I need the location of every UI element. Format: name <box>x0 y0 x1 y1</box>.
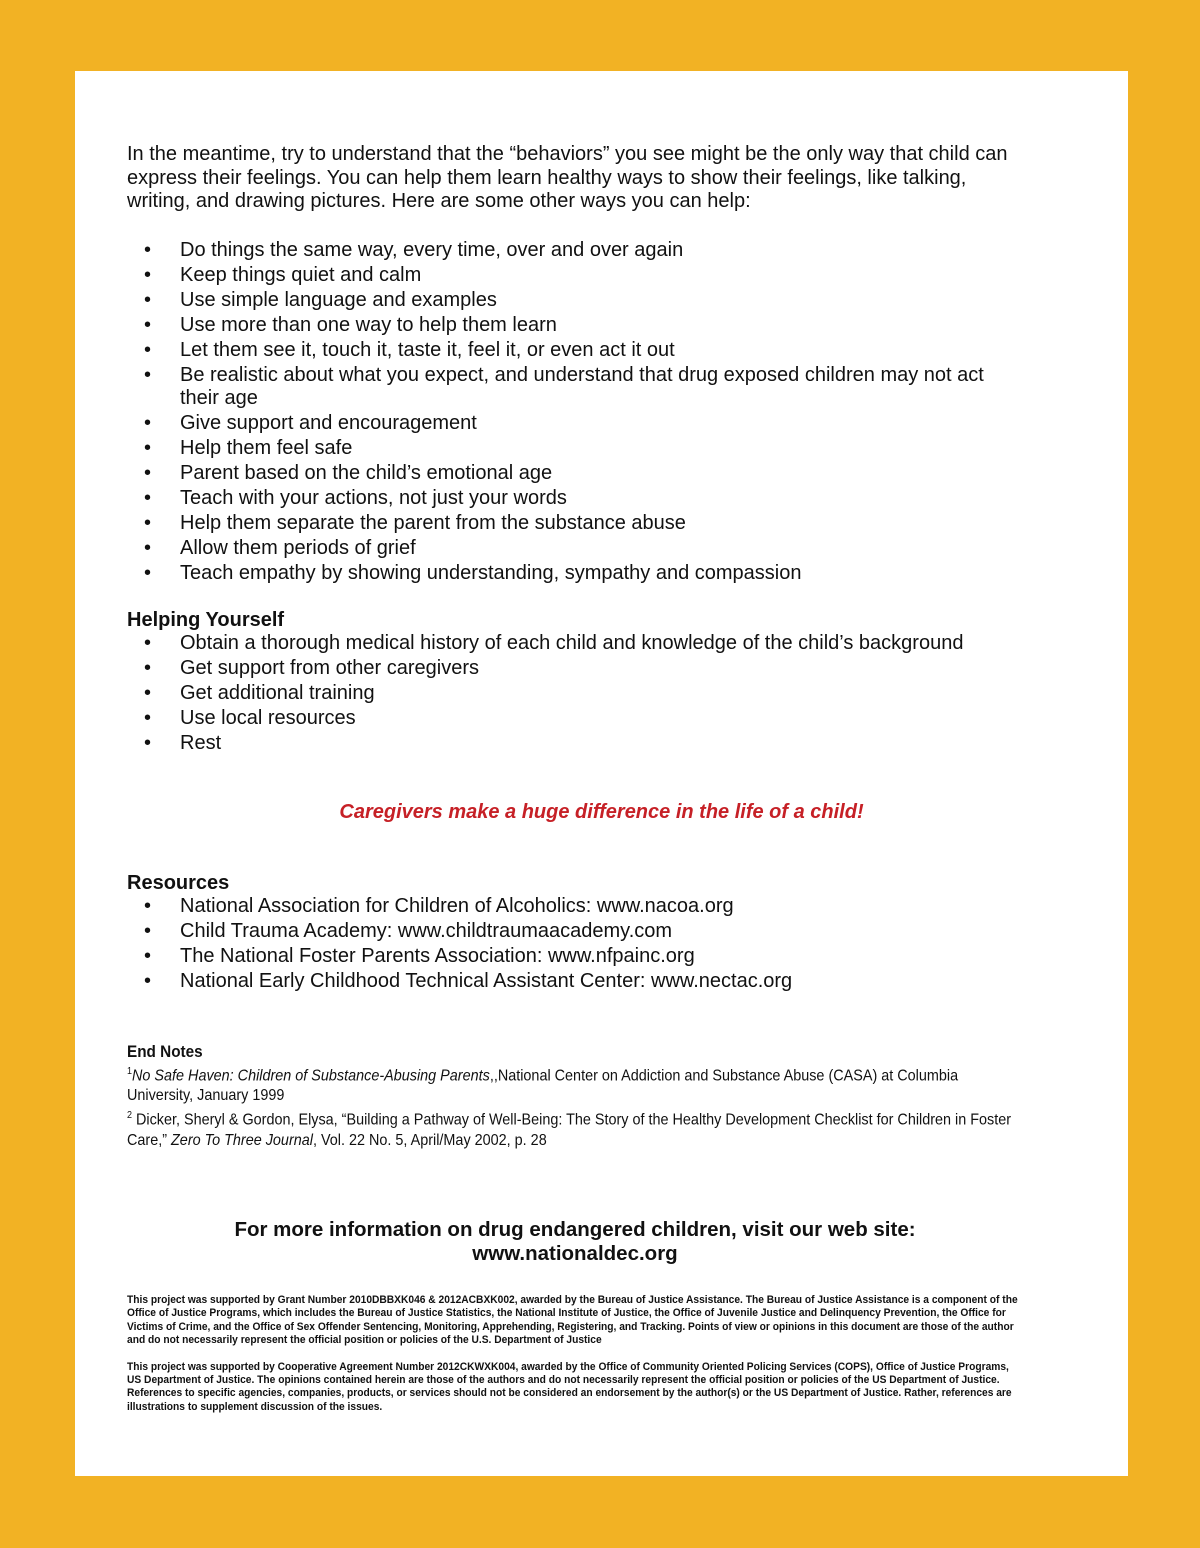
end-note-1: $^1$No Safe Haven: Children of Substance-Abusing Parents,,National Center on Addiction and Substance Abuse (CASA) at Columbia University, January 1999 <box>127 1066 959 1105</box>
website-link[interactable]: www.nationaldec.org <box>472 1242 678 1265</box>
document-page <box>75 71 1128 1476</box>
list-item: • Use more than one way to help them learn <box>127 314 1027 338</box>
list-item: • National Early Childhood Technical Assistant Center: www.nectac.org <box>127 970 1027 994</box>
list-item: • Teach with your actions, not just your words <box>127 487 1027 511</box>
helping-yourself-section <box>127 608 1027 757</box>
end-notes-heading: End Notes <box>127 1042 203 1061</box>
list-item: • Rest <box>127 732 1027 756</box>
list-item: • Allow them periods of grief <box>127 537 1027 561</box>
list-item: • Use local resources <box>127 707 1027 731</box>
intro-paragraph: In the meantime, try to understand that the “behaviors” you see might be the only way that child can express their feelings. You can help them learn healthy ways to show their feelings, like talking, writing, and drawing pictures. Here are some other ways you can help: <box>127 143 1008 212</box>
intro-section <box>127 143 1027 587</box>
resources-section <box>127 871 1027 995</box>
list-item: • Obtain a thorough medical history of each child and knowledge of the child’s background <box>127 632 1027 656</box>
help-list <box>127 239 1027 586</box>
list-item: • Help them separate the parent from the substance abuse <box>127 512 1027 536</box>
more-info <box>75 1218 1075 1266</box>
list-item: • Do things the same way, every time, over and over again <box>127 239 1027 263</box>
list-item: • Keep things quiet and calm <box>127 264 1027 288</box>
list-item: • Give support and encouragement <box>127 412 1027 436</box>
end-notes <box>127 1042 1027 1151</box>
helping-yourself-list <box>127 632 1027 756</box>
end-note-2: $^2$ Dicker, Sheryl & Gordon, Elysa, “Building a Pathway of Well-Being: The Story of the Healthy Development Checklist for Children in Foster Care,” Zero To Three Journal, Vol. 22 No. 5, April/May 2002, p. 28 <box>127 1110 1012 1149</box>
list-item: • Help them feel safe <box>127 437 1027 461</box>
disclaimer-paragraph-2: This project was supported by Cooperative Agreement Number 2012CKWXK004, awarded by the Office of Community Oriented Policing Services (COPS), Office of Justice Programs, US Department of Justice. The opinions contained herein are those of the authors and do not necessarily represent the official position or policies of the US Department of Justice. References to specific agencies, companies, products, or services should not be considered an endorsement by the author(s) or the US Department of Justice. Rather, references are illustrations to supplement discussion of the issues. <box>127 1360 1012 1413</box>
list-item: • Teach empathy by showing understanding, sympathy and compassion <box>127 562 1027 586</box>
list-item: • The National Foster Parents Association: www.nfpainc.org <box>127 945 1027 969</box>
callout-text: Caregivers make a huge difference in the life of a child! <box>339 801 864 823</box>
list-item: • National Association for Children of Alcoholics: www.nacoa.org <box>127 895 1027 919</box>
resources-list <box>127 895 1027 994</box>
list-item: • Use simple language and examples <box>127 289 1027 313</box>
funding-disclaimer <box>127 1294 1020 1414</box>
list-item: • Child Trauma Academy: www.childtraumaacademy.com <box>127 920 1027 944</box>
more-info-text: For more information on drug endangered children, visit our web site: <box>234 1218 916 1241</box>
resources-heading: Resources <box>127 872 230 894</box>
list-item: • Get support from other caregivers <box>127 657 1027 681</box>
list-item: • Let them see it, touch it, taste it, feel it, or even act it out <box>127 339 1027 363</box>
list-item: • Be realistic about what you expect, and understand that drug exposed children may not act their age <box>127 364 1027 411</box>
disclaimer-paragraph-1: This project was supported by Grant Number 2010DBBXK046 & 2012ACBXK002, awarded by the Bureau of Justice Assistance. The Bureau of Justice Assistance is a component of the Office of Justice Programs, which includes the Bureau of Justice Statistics, the National Institute of Justice, the Office of Juvenile Justice and Delinquency Prevention, the Office for Victims of Crime, and the Office of Sex Offender Sentencing, Monitoring, Apprehending, Registering, and Tracking. Points of view or opinions in this document are those of the author and do not necessarily represent the official position or policies of the U.S. Department of Justice <box>127 1294 1018 1347</box>
helping-yourself-heading: Helping Yourself <box>127 609 285 631</box>
list-item: • Parent based on the child’s emotional age <box>127 462 1027 486</box>
list-item: • Get additional training <box>127 682 1027 706</box>
